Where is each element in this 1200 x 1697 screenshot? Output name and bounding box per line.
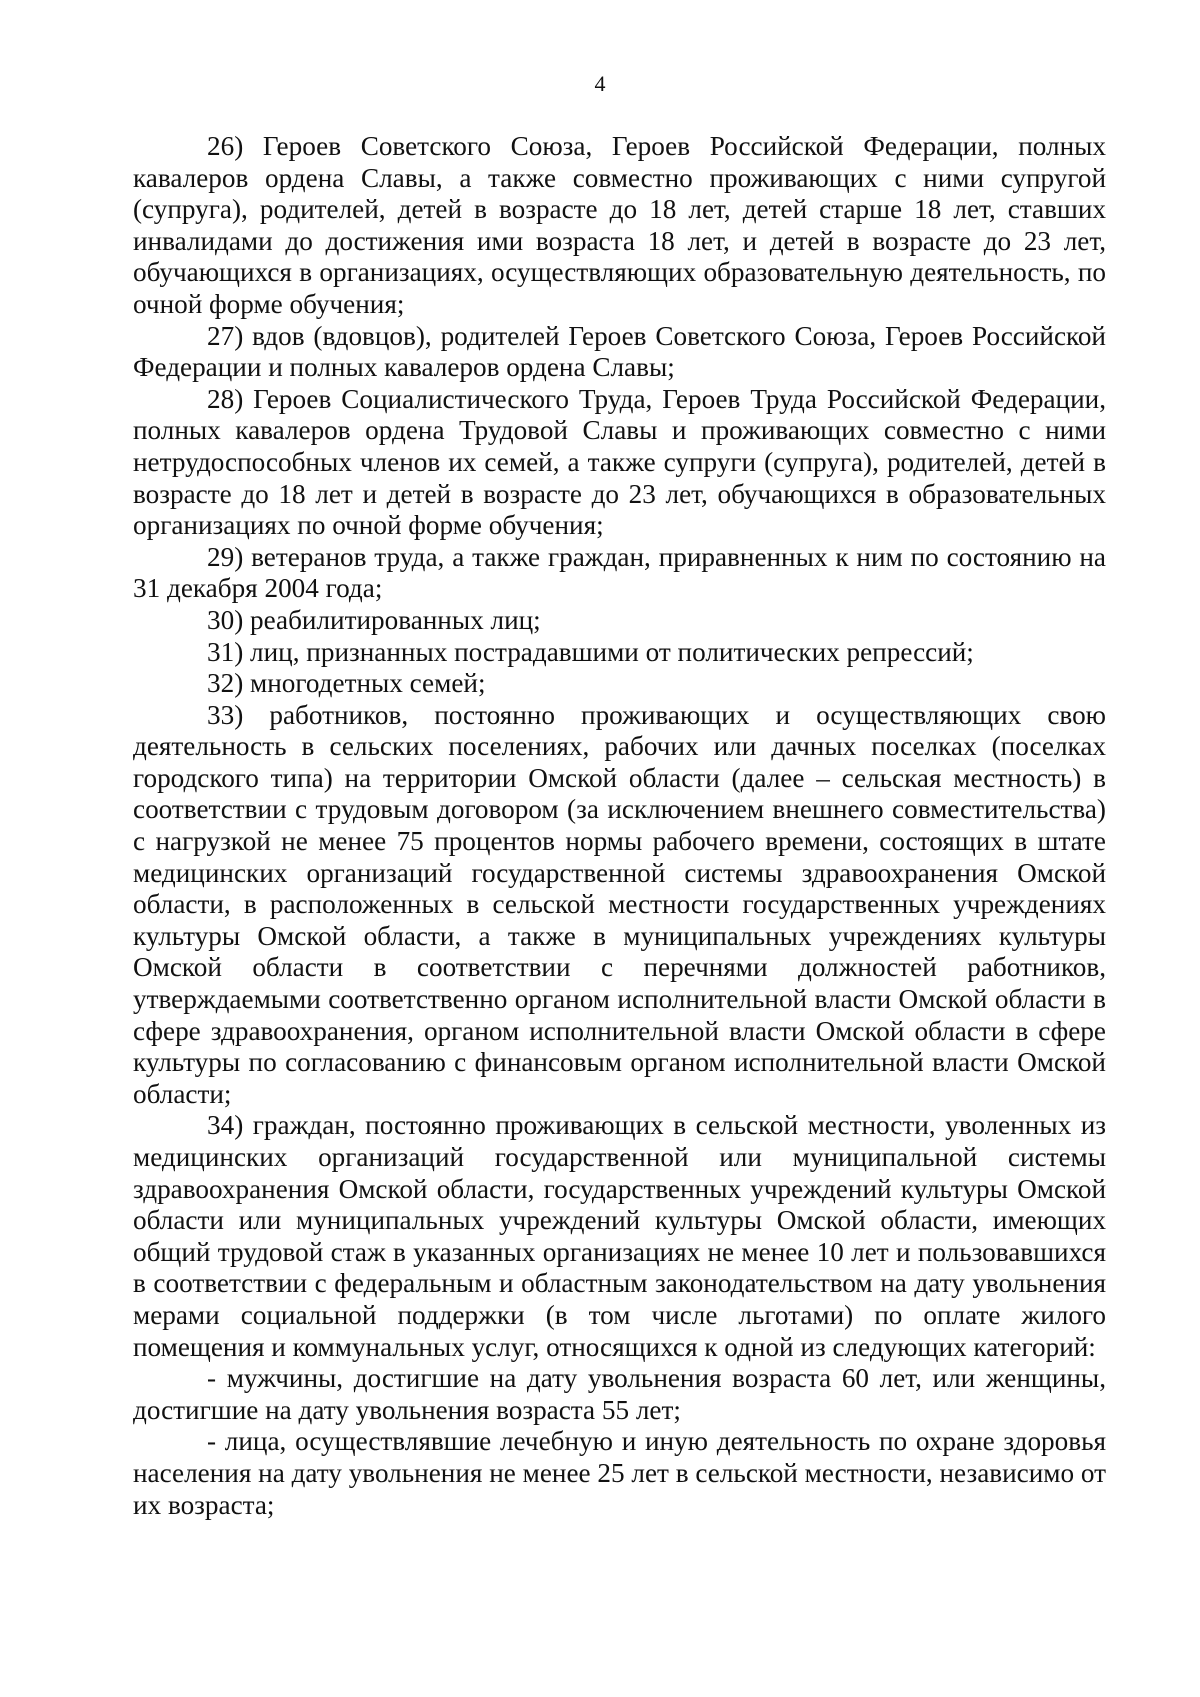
list-item-31: 31) лиц, признанных пострадавшими от политических репрессий; xyxy=(207,636,974,667)
page-number: 4 xyxy=(594,71,606,96)
list-item-28: 28) Героев Социалистического Труда, Героев Труда Российской Федерации, полных кавалеров ордена Трудовой Славы и проживающих совместно с ними нетрудоспособных членов их семей, а также супруги (супруга), родителей, детей в возрасте до 18 лет и детей в возрасте до 23 лет, обучающихся в образовательных организациях по очной форме обучения; xyxy=(133,383,1106,541)
list-item-33: 33) работников, постоянно проживающих и осуществляющих свою деятельность в сельских поселениях, рабочих или дачных поселках (поселках городского типа) на территории Омской области (далее – сельская местность) в соответствии с трудовым договором (за исключением внешнего совместительства) с нагрузкой не менее 75 процентов нормы рабочего времени, состоящих в штате медицинских организаций государственной системы здравоохранения Омской области, в расположенных в сельской местности государственных учреждениях культуры Омской области, а также в муниципальных учреждениях культуры Омской области в соответствии с перечнями должностей работников, утверждаемыми соответственно органом исполнительной власти Омской области в сфере здравоохранения, органом исполнительной власти Омской области в сфере культуры по согласованию с финансовым органом исполнительной власти Омской области; xyxy=(133,699,1106,1109)
sub-item-age: - мужчины, достигшие на дату увольнения возраста 60 лет, или женщины, достигшие на дату увольнения возраста 55 лет; xyxy=(133,1363,1106,1425)
list-item-32: 32) многодетных семей; xyxy=(207,668,486,699)
list-item-30: 30) реабилитированных лиц; xyxy=(207,604,541,635)
list-item-26: 26) Героев Советского Союза, Героев Российской Федерации, полных кавалеров ордена Славы, а также совместно проживающих с ними супругой (супруга), родителей, детей в возрасте до 18 лет, детей старше 18 лет, ставших инвалидами до достижения ими возраста 18 лет, и детей в возрасте до 23 лет, обучающихся в организациях, осуществляющих образовательную деятельность, по очной форме обучения; xyxy=(133,131,1106,319)
list-item-34: 34) граждан, постоянно проживающих в сельской местности, уволенных из медицинских организаций государственной или муниципальной системы здравоохранения Омской области, государственных учреждений культуры Омской области или муниципальных учреждений культуры Омской области, имеющих общий трудовой стаж в указанных организациях не менее 10 лет и пользовавшихся в соответствии с федеральным и областным законодательством на дату увольнения мерами социальной поддержки (в том числе льготами) по оплате жилого помещения и коммунальных услуг, относящихся к одной из следующих категорий: xyxy=(133,1110,1106,1362)
document-body xyxy=(133,131,1106,1521)
list-item-29: 29) ветеранов труда, а также граждан, приравненных к ним по состоянию на 31 декабря 2004 года; xyxy=(133,541,1106,604)
sub-item-service: - лица, осуществлявшие лечебную и иную деятельность по охране здоровья населения на дату увольнения не менее 25 лет в сельской местности, независимо от их возраста; xyxy=(133,1426,1106,1520)
list-item-27: 27) вдов (вдовцов), родителей Героев Советского Союза, Героев Российской Федерации и полных кавалеров ордена Славы; xyxy=(133,320,1106,383)
